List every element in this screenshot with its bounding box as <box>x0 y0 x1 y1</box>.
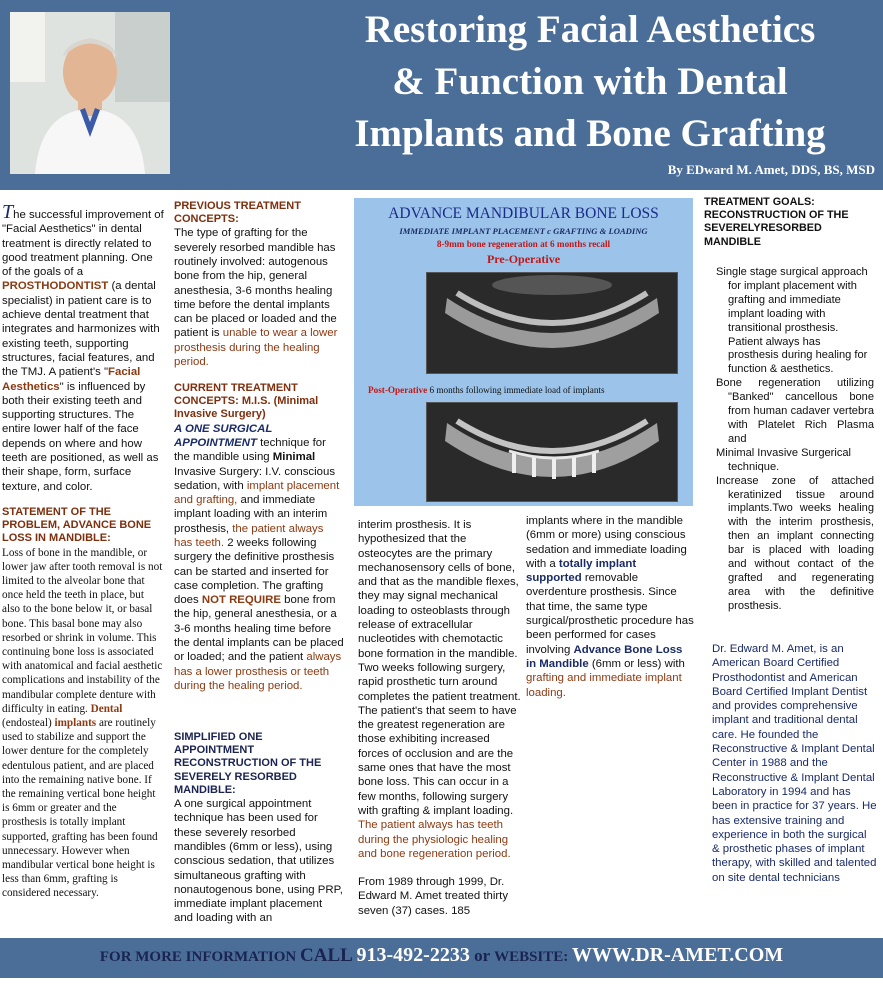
author-bio: Dr. Edward M. Amet, is an American Board Certified Prosthodontist and American Board Certified Implant Dentist and provides comprehensive implant and traditional dental care. He founded the Reconstructive & Implant Dental Center in 1988 and the Reconstructive & Implant Dental Laboratory in 1994 and has been in practice for 37 years. He has extensive training and experience in both the surgical & prosthetic phases of implant therapy, with skilled and talented on site dental technicians <box>712 643 877 884</box>
history-text: From 1989 through 1999, Dr. Edward M. Amet treated thirty seven (37) cases. 185 <box>358 876 509 917</box>
treatment-goals-section <box>704 196 876 249</box>
author-byline: By EDward M. Amet, DDS, BS, MSD <box>667 162 875 177</box>
current-highlight-2: the patient always has teeth. <box>174 522 324 549</box>
implants-term: implants <box>54 717 97 730</box>
dental-term: Dental <box>90 702 123 715</box>
procedure-highlight: grafting and immediate implant loading. <box>526 672 682 699</box>
panel-regeneration-note: 8-9mm bone regeneration at 6 months recall <box>436 239 611 249</box>
intro-text-2: (a dental specialist) in patient care is to achieve dental treatment that integrates and harmonizes with existing teeth, supporting structures, facial features, and the TMJ. A patient's " <box>2 280 160 379</box>
simplified-body: A one surgical appointment technique has been used for these severely resorbed mandibles (6mm or less), using conscious sedation, that utilizes simultaneous grafting with nonautogenous bone, using PRP, immediate implant placement and loading with an <box>174 798 343 925</box>
not-require-term: NOT REQUIRE <box>201 594 281 607</box>
footer-website-label: WEBSITE: <box>494 949 573 965</box>
implant-supported-term: totally implant supported <box>526 557 637 585</box>
current-text-5: bone from the hip, general anesthesia, or a 3-6 months healing time before the dental implants can be placed or loaded; and the patient <box>174 594 344 664</box>
problem-heading: STATEMENT OF THE PROBLEM, ADVANCE BONE LOSS IN MANDIBLE: <box>2 506 152 545</box>
post-op-label: Post-Operative <box>368 385 428 395</box>
panel-title: ADVANCE MANDIBULAR BONE LOSS <box>388 205 659 222</box>
intro-paragraph <box>2 201 164 494</box>
problem-text-3: are routinely used to stabilize and support the lower denture for the completely edentulous patient, and are placed into the remaining native bone. If the remaining vertical bone height is 6mm or greater and the prosthesis is totally implant supported, grafting has been found unnecessary. However when mandibular vertical bone height is less than 6mm, grafting is considered necessary. <box>2 717 158 900</box>
simplified-section <box>174 731 344 926</box>
footer-call: CALL <box>300 945 357 966</box>
procedure-text-2: removable overdenture prosthesis. Since that time, the same type surgical/prosthetic procedure has been performed for cases involving <box>526 572 694 656</box>
current-text-3: and immediate implant loading with an interim prosthesis, <box>174 494 328 535</box>
goal-item: Single stage surgical approach for implant placement with grafting and immediate implant loading with transitional prosthesis. Patient always has prosthesis during healing for function & aesthetics. <box>716 266 868 376</box>
current-text-4: 2 weeks following surgery the definitive prosthesis can be started and inserted for case completion. The grafting does <box>174 536 335 607</box>
current-highlight-1: implant placement and grafting, <box>174 479 340 507</box>
bone-loss-panel <box>354 198 693 506</box>
intro-text-3: " is influenced by both their existing teeth and supporting structures. The entire lower half of the face depends on where and how teeth are positioned, as well as their shape, form, surface texture, and color. <box>2 380 159 493</box>
current-text-2: Invasive Surgery: I.V. conscious sedation, with <box>174 465 336 492</box>
footer-more-info: FOR MORE INFORMATION <box>99 949 300 965</box>
current-text-1: technique for the mandible using <box>174 436 326 464</box>
post-op-xray-image <box>426 402 678 502</box>
problem-section <box>2 506 164 901</box>
title-line-3: Implants and Bone Grafting <box>354 112 826 155</box>
previous-highlight: unable to wear a lower prosthesis during the healing period. <box>174 327 338 369</box>
pre-op-xray-image <box>426 272 678 374</box>
problem-text-2: (endosteal) <box>2 717 55 730</box>
goal-item: Bone regeneration utilizing "Banked" cancellous bone from human cadaver vertebra with Platelet Rich Plasma and <box>716 377 874 445</box>
footer-phone[interactable]: 913-492-2233 <box>356 944 470 966</box>
hypothesis-text: interim prosthesis. It is hypothesized that the osteocytes are the primary mechanosensory cells of bone, and that as the mandible flexes, they may signal mechanical loading to osteoblasts through release of extracellular nucleotides with chemotactic bone formation in the mandible. Two weeks following surgery, rapid prosthetic turn around completes the patient treatment. The patient's that seem to have the greatest regeneration are those exhibiting increased forces of occlusion and are the same ones that have the most bone loss. This can occur in a few months, following surgery with grafting & implant loading. <box>358 519 521 817</box>
pre-op-label: Pre-Operative <box>486 252 561 266</box>
treatment-goals-heading: TREATMENT GOALS: RECONSTRUCTION OF THE SEVERELYRESORBED MANDIBLE <box>704 196 849 248</box>
goal-item: Minimal Invasive Surgerical technique. <box>716 446 852 473</box>
procedure-text-3: (6mm or less) with <box>588 657 685 670</box>
title-line-1: Restoring Facial Aesthetics <box>364 8 816 51</box>
page-title <box>300 4 880 160</box>
previous-text: The type of grafting for the severely resorbed mandible has routinely involved: autogenous bone from the hip, general anesthesia, 3-6 months healing time before the dental implants can be placed or loaded and the patient is <box>174 227 337 340</box>
problem-text-1: Loss of bone in the mandible, or lower jaw after tooth removal is not limited to the alveolar bone that once held the teeth in place, but also to the bone below it, or basal bone. This basal bone may also resorbed or shrink in volume. This continuing bone loss is associated with anatomical and facial aesthetic complications and instability of the mandibular complete denture with difficulty in eating. <box>2 546 163 715</box>
hypothesis-highlight: The patient always has teeth during the physiologic healing and bone regeneration period. <box>358 819 511 860</box>
post-op-text: 6 months following immediate load of implants <box>427 385 605 395</box>
panel-subtitle: IMMEDIATE IMPLANT PLACEMENT c GRAFTING & LOADING <box>399 226 648 236</box>
author-portrait-image <box>10 12 170 174</box>
minimal-term: Minimal <box>272 451 316 464</box>
procedure-paragraph <box>526 514 694 700</box>
problem-body <box>2 546 164 901</box>
footer-website-link[interactable]: WWW.DR-AMET.COM <box>572 944 784 966</box>
prosthodontist-term: PROSTHODONTIST <box>2 280 109 293</box>
intro-text-1: he successful improvement of "Facial Aesthetics" in dental treatment is directly related to good treatment planning. One of the goals of a <box>2 209 164 279</box>
hypothesis-paragraph <box>358 518 523 918</box>
goal-item: Increase zone of attached keratinized tissue around implants.Two weeks healing with the interim prosthesis, then an implant connecting bar is placed with loading and without contact of the grafted and regenerating area with the definitive prosthesis. <box>716 474 874 612</box>
treatment-goals-list <box>704 266 874 614</box>
footer-contact <box>0 944 883 967</box>
post-op-caption <box>368 385 693 395</box>
bone-loss-term: Advance Bone Loss in Mandible <box>526 643 683 670</box>
current-heading: CURRENT TREATMENT CONCEPTS: M.I.S. (Minimal Invasive Surgery) <box>174 382 319 421</box>
previous-section <box>174 200 344 369</box>
title-line-2: & Function with Dental <box>392 60 788 103</box>
one-appointment-term: A ONE SURGICAL APPOINTMENT <box>174 422 273 449</box>
simplified-heading: SIMPLIFIED ONE APPOINTMENT RECONSTRUCTION OF THE SEVERELY RESORBED MANDIBLE: <box>174 731 322 796</box>
current-section <box>174 382 344 693</box>
procedure-text-1: implants where in the mandible (6mm or more) using conscious sedation and immediate loading with a <box>526 515 687 570</box>
footer-or: or <box>469 946 495 965</box>
current-highlight-3: always has a lower prosthesis or teeth during the healing period. <box>174 651 342 692</box>
previous-heading: PREVIOUS TREATMENT CONCEPTS: <box>174 200 301 226</box>
facial-aesthetics-term: Facial Aesthetics <box>2 366 141 393</box>
author-photo <box>10 12 170 174</box>
drop-cap: T <box>2 201 14 223</box>
